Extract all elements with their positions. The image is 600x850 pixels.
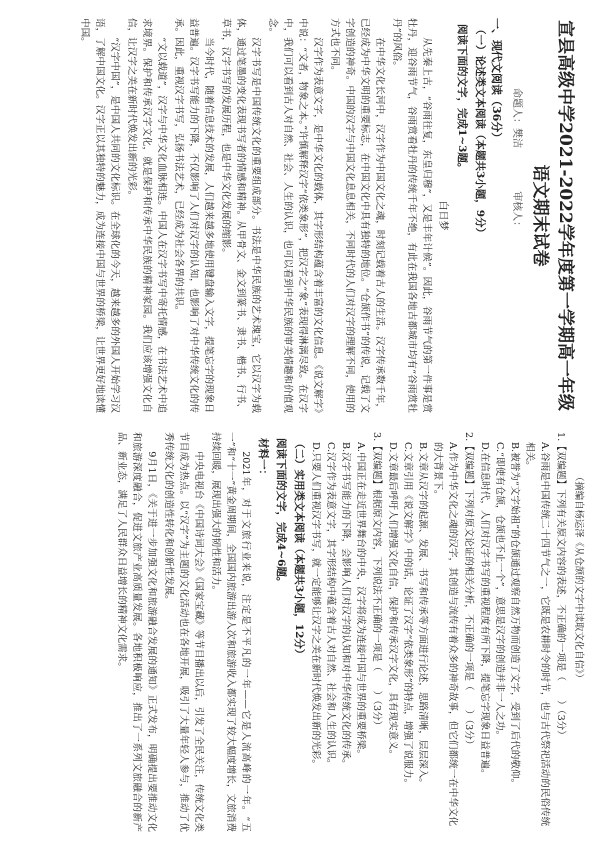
article-paragraph: “文以载道”，汉字与中华文化血脉相连。中国人在汉字书写中寄托情感，在书法艺术中追求境界。保护和传承汉字文化，就是保护和传承中华民族的精神家园。我们应该增强文化自信，让汉字之美在新时代焕发出新的光彩。 bbox=[126, 18, 167, 413]
left-column bbox=[10, 18, 586, 413]
article-paragraph: 当今时代，随着信息技术的发展，人们越来越多地使用键盘输入文字，提笔忘字的现象日益普遍。汉字书写能力的下降，不仅影响了人们对汉字的认知，也影响了对中华传统文化的传承。因此，重视汉字书写，弘扬书法艺术，已经成为社会各界的共识。 bbox=[173, 18, 214, 413]
material-label: 材料一： bbox=[257, 438, 269, 480]
article-source: （摘编自杨运泽《从仓颉的文字中读取文化自信》） bbox=[573, 472, 584, 683]
part1-heading: （一）论述类文本阅读（本题共3小题，9分） bbox=[474, 24, 486, 239]
material-paragraph: 9月1日，《关于进一步加强文化和旅游融合发展的通知》正式发布，明确提出要推动文化和旅游深度融合，促进文旅产业高质量发展。各地积极响应，推出了一系列文旅融合的新产品、新业态，满足了人民群众日益增长的精神文化需求。 bbox=[116, 432, 157, 832]
question-3-option-a: A.中国正在走近世界舞台的中央，汉字将成为连接中国与世界的重要桥梁。 bbox=[355, 442, 366, 759]
exam-meta bbox=[511, 88, 526, 413]
reviewer-label: 审核人： bbox=[511, 191, 522, 232]
article-paragraph: 汉字书写是中国传统文化的重要组成部分。书法是中华民族的艺术瑰宝，它以汉字为载体，通过笔墨的变化表现书写者的情感和精神。从甲骨文、金文到篆书、隶书、楷书、行书、草书，汉字书写的发展历程，也是中华文化发展的缩影。 bbox=[220, 18, 261, 413]
article-paragraph: 在中华文化长河中，汉字作为中国文化之魂，时刻记载着古人的生活。汉字传承数千年，已经成为中华文明的重要标志，在中国文化中具有独特的地位。“仓颉作书”的传说，记载了文字创造的神奇。中国的汉字与中国文化息息相关，不同时代的人们对汉字的理解不同，使用的方式也不同。 bbox=[329, 18, 385, 413]
question-2-option-c: C.文章引用《说文解字》中的话，论证了汉字“依类象形”的特点，增强了说服力。 bbox=[402, 442, 413, 789]
question-1-option-b: B.被誉为“文字始祖”的仓颉通过观察自然万物而创造了文字，受到了后代的敬仰。 bbox=[509, 442, 520, 789]
question-2-option-b: B.文章从汉字的起源、发展、书写和传承等方面进行论述，思路清晰，层层深入。 bbox=[417, 442, 428, 788]
part2-heading: （二）实用类文本阅读（本题共3小题，12分） bbox=[293, 438, 305, 660]
part2-instruction: 阅读下面的文字，完成4~6题。 bbox=[275, 438, 287, 588]
question-2-option-a: A.作为中华文化之魂的汉字，其创造与流传有着众多的神奇故事，但它们都统一在中华文化的大背景下。 bbox=[432, 442, 458, 827]
article-paragraph: 汉字作为表意文字，是中华文化的载体，其字形结构蕴含着丰富的文化信息。《说文解字》中说：“文者，物象之本。”许慎解释汉字“依类象形”，把汉字之“象”表现得淋漓尽致。在汉字中，我们可以看到古人对自然、社会、人生的认识，也可以看到中华民族的审美情趣和价值观念。 bbox=[267, 18, 323, 413]
question-2-option-d: D.文章最后呼吁人们增强文化自信，保护和传承汉字文化，具有现实意义。 bbox=[387, 442, 398, 760]
material-paragraph: 中央电视台《中国诗词大会》《国家宝藏》等节目播出以后，引发了全民关注，传统文化类节目成为热点。以“汉字”为主题的文化活动也在各地开展，吸引了大量年轻人参与，推动了优秀传统文化的创造性转化和创新性发展。 bbox=[163, 432, 204, 832]
question-3-option-d: D.只要人们重视汉字书写，就一定能够让汉字之美在新时代焕发出新的光彩。 bbox=[310, 442, 321, 769]
section-heading: 一、现代文阅读（36分） bbox=[490, 18, 503, 144]
article-paragraph: 从先秦上古，“谷雨往复，东皇归穆”，又是丰年计候”。因此，谷雨节气的第一件事是赏牡丹，迎谷雨节气，谷雨赏看牡丹的传统千年不绝，有此在我国各地古都城市均有“谷雨赏牡丹”的风俗。 bbox=[391, 18, 432, 413]
material-paragraph: 2021年，对于文旅行业来说，注定是不平凡的一年——它是人流高峰的一年。“五一”和“十一”黄金周期间，全国国内旅游出游人次和旅游收入都实现了较大幅度增长，文旅消费持续回暖，展现出强大的韧性和活力。 bbox=[210, 432, 251, 832]
question-1-option-d: D.在信息时代，人们对汉字书写的重视程度有所下降，提笔忘字现象日益普遍。 bbox=[479, 442, 490, 779]
question-3-stem: 3.【双编题】根据原文内容，下列说法不正确的一项是（ ）（3分） bbox=[371, 432, 382, 731]
question-3-option-c: C.汉字作为表意文字，其字形结构中蕴含着古人对自然、社会和人生的认识。 bbox=[325, 442, 336, 769]
exam-title: 宣县高级中学2021-2022学年度第一学期高一年级语文期末试卷 bbox=[530, 20, 575, 411]
question-3-option-b: B.汉字书写能力的下降，会影响人们对汉字的认知和对中华传统文化的传承。 bbox=[340, 442, 351, 769]
question-1-stem: 1.【双编题】下列有关原文内容的表述，不正确的一项是（ ）（3分） bbox=[555, 432, 566, 740]
part1-instruction: 阅读下面的文字，完成1~3题。 bbox=[456, 24, 468, 174]
article-paragraph: “汉字中国”，是中国人共同的文化标识。在全球化的今天，越来越多的外国人开始学习汉语，了解中国文化。汉字正以其独特的魅力，成为连接中国与世界的桥梁，让世界更好地读懂中国。 bbox=[79, 18, 120, 413]
question-1-option-c: C.“即使有仓颉，仓颉也不止一个”，意思是汉字的创造并非一人之功。 bbox=[494, 442, 505, 741]
right-column bbox=[10, 432, 586, 832]
question-1-option-a: A.谷雨是中国传统二十四节气之一，它既是农耕时令的时节，也与古代祭祀活动的民俗传统相关。 bbox=[524, 442, 550, 827]
proposer-label: 命题人：樊洁 bbox=[511, 88, 522, 148]
article-title: 白日梦 bbox=[437, 200, 448, 231]
question-2-stem: 2.【双编题】下列对原文论证的相关分析，不正确的一项是（ ）（3分） bbox=[463, 432, 474, 750]
